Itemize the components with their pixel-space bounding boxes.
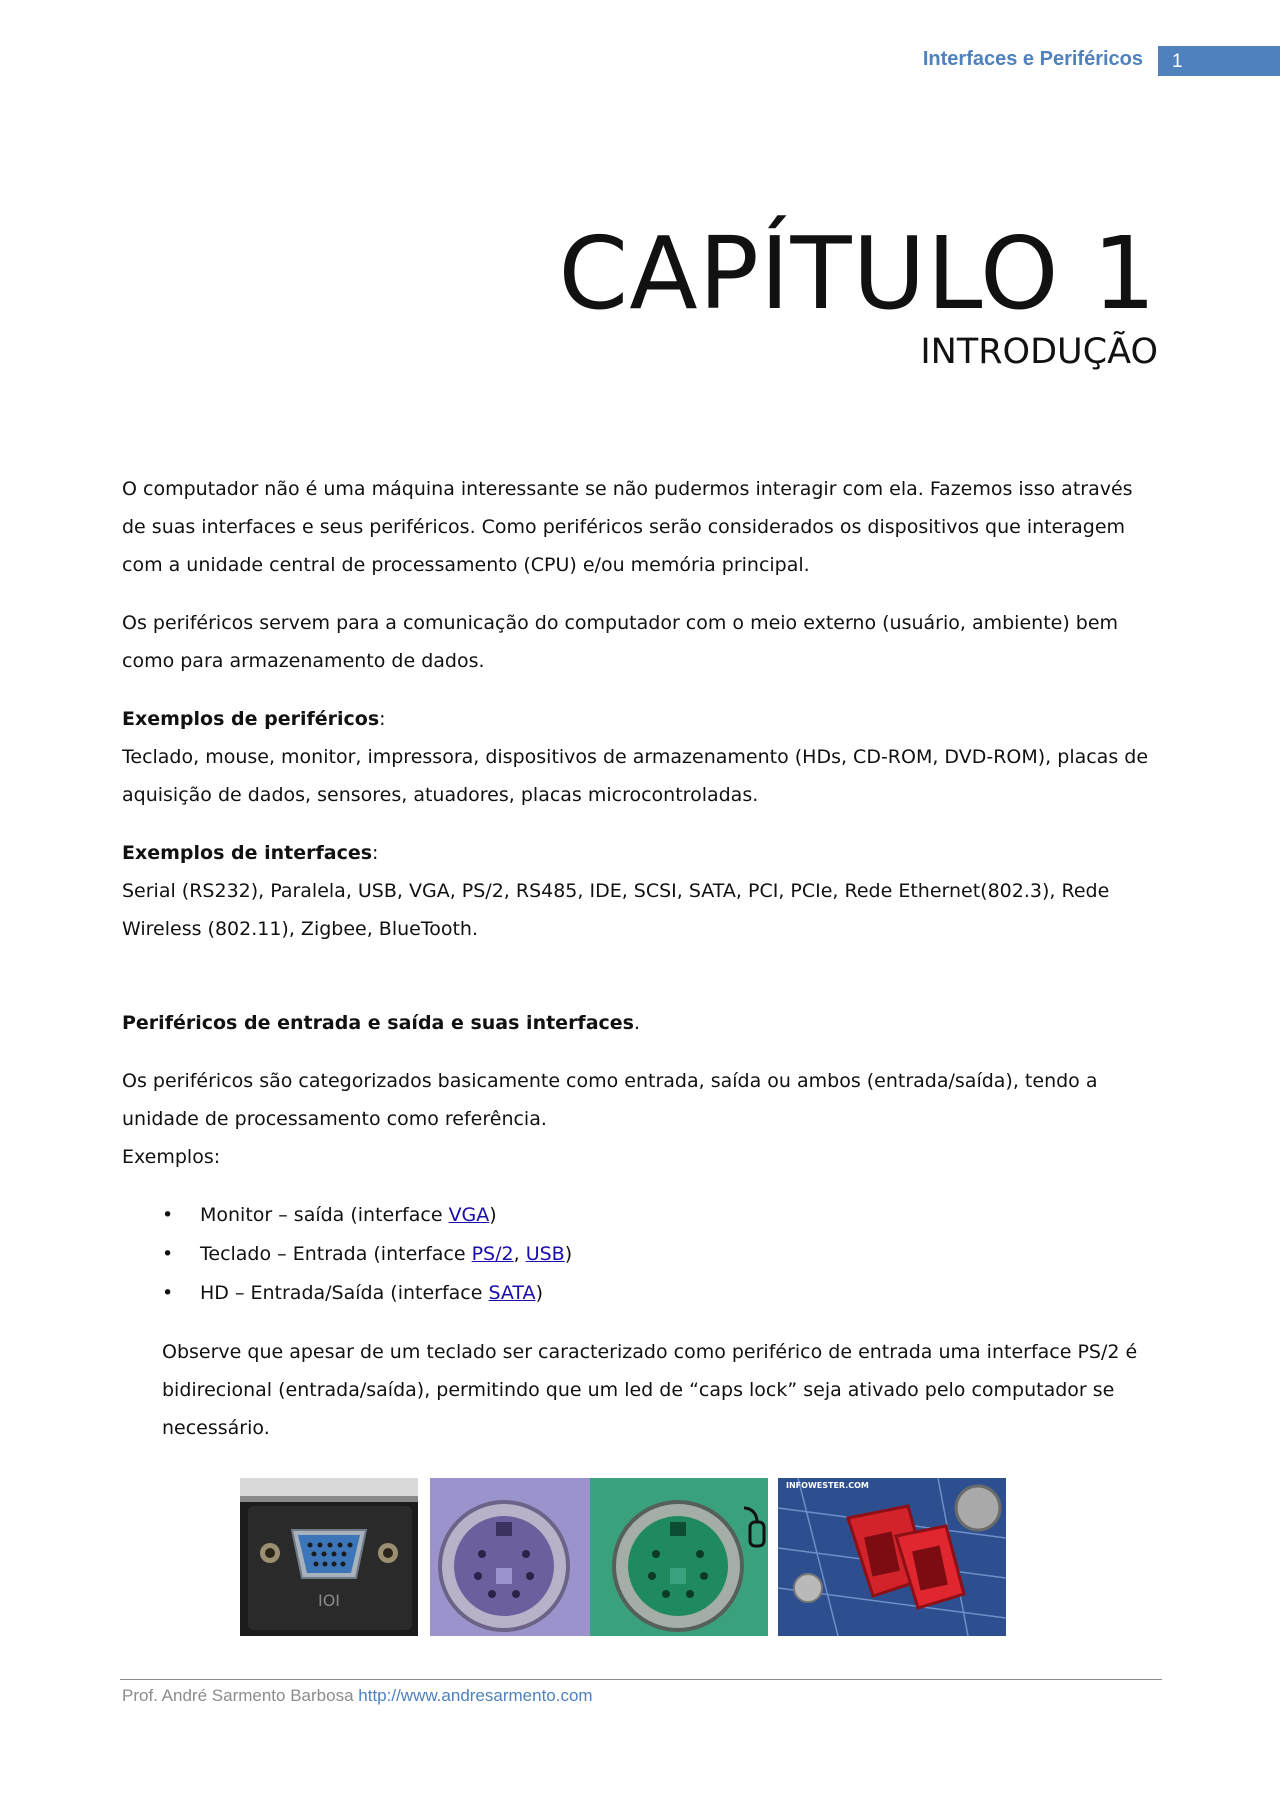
examples-peripherals-block — [122, 700, 1162, 814]
document-body — [122, 470, 1162, 1447]
paragraph-peripherals-purpose: Os periféricos servem para a comunicação do computador com o meio externo (usuário, ambiente) bem como para armazenamento de dados. — [122, 612, 1119, 672]
heading-colon: : — [372, 842, 379, 864]
list-item-text: Monitor – saída (interface — [200, 1204, 449, 1226]
chapter-subtitle: INTRODUÇÃO — [920, 332, 1158, 372]
examples-peripherals-text: Teclado, mouse, monitor, impressora, dispositivos de armazenamento (HDs, CD-ROM, DVD-ROM), placas de aquisição de dados, sensores, atuadores, placas microcontroladas. — [122, 746, 1149, 806]
examples-interfaces-text: Serial (RS232), Paralela, USB, VGA, PS/2, RS485, IDE, SCSI, SATA, PCI, PCIe, Rede Ethernet(802.3), Rede Wireless (802.11), Zigbee, BlueTooth. — [122, 880, 1110, 940]
examples-interfaces-block — [122, 834, 1162, 948]
list-item — [162, 1274, 1162, 1313]
list-item — [162, 1235, 1162, 1274]
list-item-text: HD – Entrada/Saída (interface — [200, 1282, 489, 1304]
link-ps2[interactable]: PS/2 — [471, 1243, 514, 1265]
vga-port-photo — [240, 1478, 418, 1636]
list-item-text: Teclado – Entrada (interface — [200, 1243, 472, 1265]
running-header-title: Interfaces e Periféricos — [922, 48, 1143, 70]
link-sata[interactable]: SATA — [488, 1282, 536, 1304]
list-item — [162, 1196, 1162, 1235]
heading-colon: : — [379, 708, 386, 730]
examples-interfaces-heading: Exemplos de interfaces — [122, 842, 373, 864]
examples-label: Exemplos: — [122, 1146, 221, 1168]
vga-caption: IOI — [317, 1591, 341, 1610]
footer-url-link[interactable]: http://www.andresarmento.com — [358, 1686, 593, 1705]
ps2-ports-photo — [430, 1478, 768, 1636]
page-footer — [122, 1686, 593, 1706]
list-item-suffix: ) — [535, 1282, 543, 1304]
section-heading: Periféricos de entrada e saída e suas interfaces — [122, 1012, 634, 1034]
list-item-suffix: ) — [489, 1204, 497, 1226]
list-item-suffix: ) — [564, 1243, 573, 1265]
section-heading-wrap — [122, 1004, 1162, 1042]
sata-connectors-photo — [778, 1478, 1006, 1636]
section-intro: Os periféricos são categorizados basicamente como entrada, saída ou ambos (entrada/saída), tendo a unidade de processamento como referência. — [122, 1070, 1098, 1130]
page-number: 1 — [1172, 51, 1183, 72]
chapter-title: CAPÍTULO 1 — [558, 215, 1157, 332]
note-paragraph: Observe que apesar de um teclado ser caracterizado como periférico de entrada uma interface PS/2 é bidirecional (entrada/saída), permitindo que um led de “caps lock” seja ativado pelo computador se necessário. — [162, 1341, 1138, 1439]
examples-list — [162, 1196, 1162, 1313]
list-separator: , — [513, 1243, 526, 1265]
footer-divider — [120, 1679, 1162, 1680]
link-usb[interactable]: USB — [525, 1243, 565, 1265]
heading-period: . — [633, 1012, 641, 1034]
link-vga[interactable]: VGA — [448, 1204, 490, 1226]
examples-peripherals-heading: Exemplos de periféricos — [122, 708, 380, 730]
sata-watermark: INFOWESTER.COM — [786, 1481, 869, 1490]
footer-author: Prof. André Sarmento Barbosa — [122, 1686, 354, 1705]
section-intro-block — [122, 1062, 1162, 1176]
paragraph-intro: O computador não é uma máquina interessante se não pudermos interagir com ela. Fazemos isso através de suas interfaces e seus periféricos. Como periféricos serão considerados os dispositivos que interagem com a unidade central de processamento (CPU) e/ou memória principal. — [122, 478, 1133, 576]
